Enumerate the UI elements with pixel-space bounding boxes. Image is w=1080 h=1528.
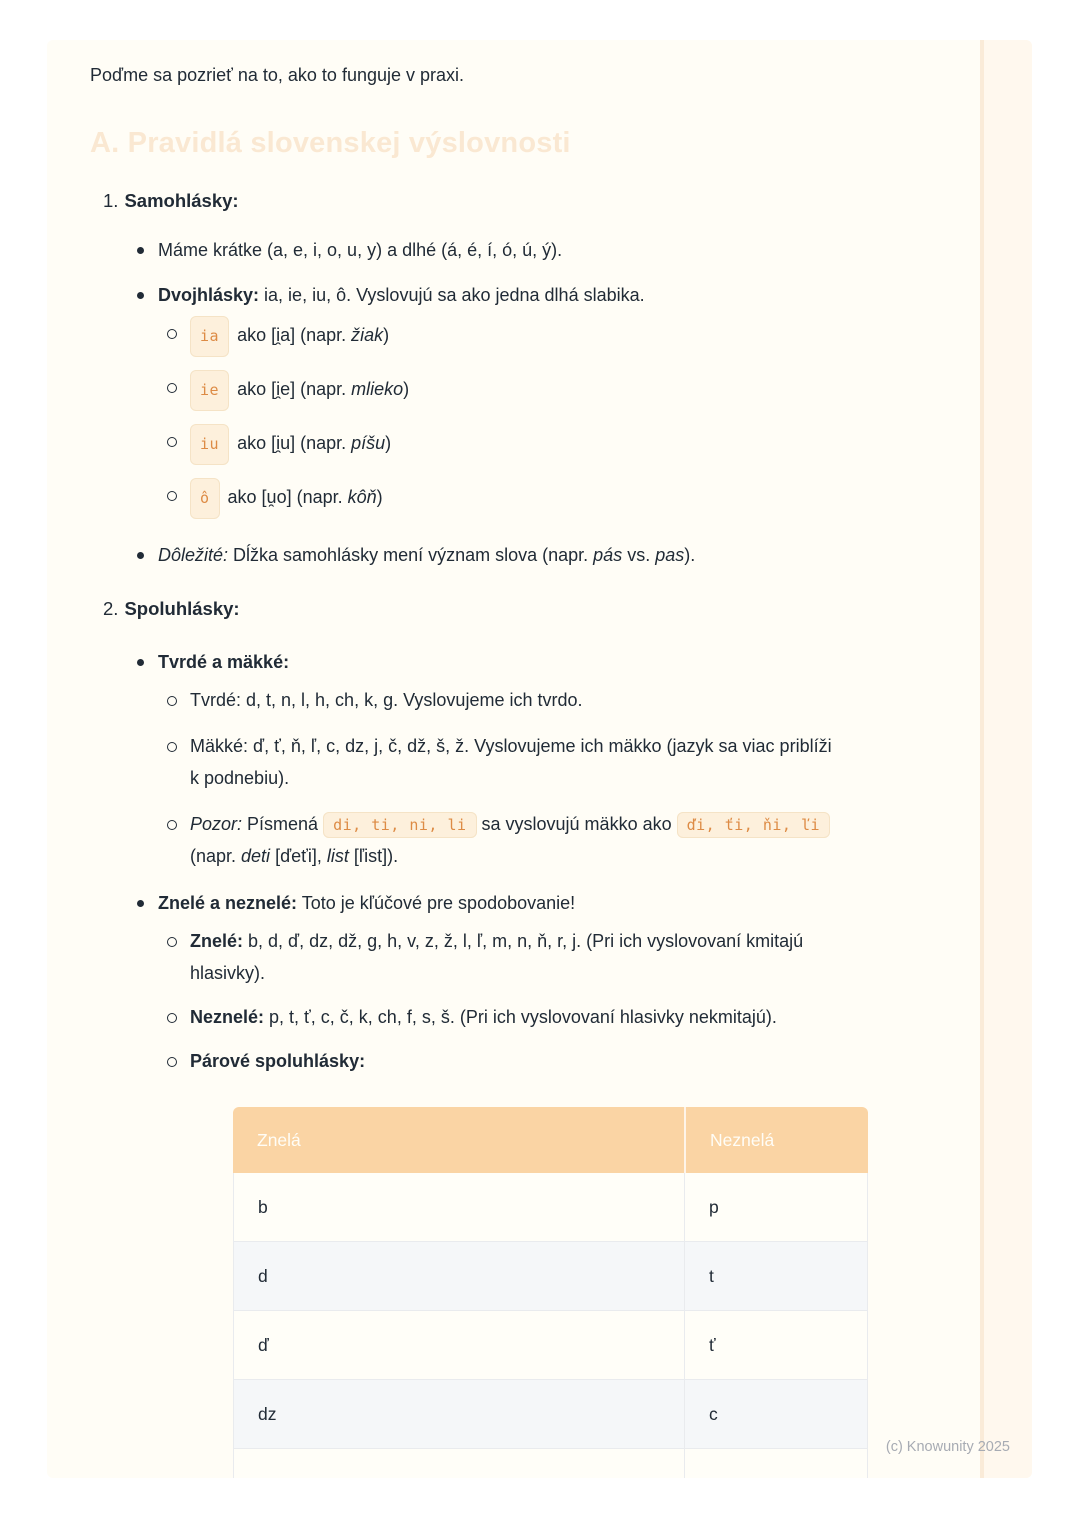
section-number: 2. [103,598,119,619]
table-row [233,1380,868,1449]
table-header-neznela: Neznelá [684,1107,868,1173]
circle-bullet-icon [167,1001,190,1033]
table-cell: d [233,1242,684,1311]
code-chip: iu [190,424,229,465]
circle-bullet-icon [167,684,190,716]
list-item-znele-neznele: Znelé a neznelé: Toto je kľúčové pre spodobovanie! [137,890,1032,916]
table-header-znela: Znelá [233,1107,684,1173]
document-page [47,40,1032,1478]
table-cell: p [684,1173,868,1242]
list-item-makke: Mäkké: ď, ť, ň, ľ, c, dz, j, č, dž, š, ž. Vyslovujeme ich mäkko (jazyk sa viac priblíži k podnebiu). [167,730,1032,794]
list-item-text: Máme krátke (a, e, i, o, u, y) a dlhé (á, é, í, ó, ú, ý). [158,240,563,260]
list-item-text: Dvojhlásky: ia, ie, iu, ô. Vyslovujú sa ako jedna dlhá slabika. [158,285,645,305]
list-item-mame [137,237,1032,263]
circle-bullet-icon [167,424,190,465]
list-item-diphthong-ie: ie ako [i̯e] (napr. mlieko) [167,370,1032,411]
list-item-diphthong-ia: ia ako [i̯a] (napr. žiak) [167,316,1032,357]
table-row [233,1242,868,1311]
list-item-neznele: Neznelé: p, t, ť, c, č, k, ch, f, s, š. (Pri ich vyslovovaní hlasivky nekmitajú). [167,1001,1032,1033]
table-cell [233,1449,684,1478]
table-cell: dz [233,1380,684,1449]
circle-bullet-icon [167,478,190,519]
table-cell: c [684,1380,868,1449]
code-chip: ô [190,478,220,519]
bullet-icon [137,649,158,675]
section-heading-samohlasky [103,188,1032,214]
section-heading-spoluhlasky [103,596,1032,622]
list-item-dvojhlasky [137,282,1032,308]
circle-bullet-icon [167,730,190,794]
table-header-row [233,1107,868,1173]
table-cell: ď [233,1311,684,1380]
circle-bullet-icon [167,808,190,872]
list-item-pozor: Pozor: Písmená di, ti, ni, li sa vyslovujú mäkko ako ďi, ťi, ňi, ľi (napr. deti [ďeťi], list [ľist]). [167,808,1032,872]
code-chip: ie [190,370,229,411]
list-item-tvrde: Tvrdé: d, t, n, l, h, ch, k, g. Vyslovujeme ich tvrdo. [167,684,1032,716]
page-title: A. Pravidlá slovenskej výslovnosti [90,127,571,159]
bullet-icon [137,282,158,308]
circle-bullet-icon [167,370,190,411]
bullet-icon [137,542,158,568]
list-item-parove: Párové spoluhlásky: [167,1045,1032,1077]
circle-bullet-icon [167,1045,190,1077]
section-number: 1. [103,190,119,211]
list-item-diphthong-iu: iu ako [i̯u] (napr. píšu) [167,424,1032,465]
table-cell [684,1449,868,1478]
copyright-footer: (c) Knowunity 2025 [885,1439,1010,1455]
section-label: Spoluhlásky: [124,598,240,619]
section-label: Samohlásky: [124,190,239,211]
bullet-icon [137,890,158,916]
table-row [233,1173,868,1242]
list-item-tvrde-makke: Tvrdé a mäkké: [137,649,1032,675]
list-item-dolezite: Dôležité: Dĺžka samohlásky mení význam slova (napr. pás vs. pas). [137,542,1032,568]
code-chip: ia [190,316,229,357]
table-row-partial [233,1449,868,1478]
table-cell: b [233,1173,684,1242]
intro-paragraph: Poďme sa pozrieť na to, ako to funguje v praxi. [90,65,465,85]
table-row [233,1311,868,1380]
circle-bullet-icon [167,316,190,357]
paired-consonants-table [233,1107,868,1478]
list-item-znele: Znelé: b, d, ď, dz, dž, g, h, v, z, ž, l, ľ, m, n, ň, r, j. (Pri ich vyslovovaní kmitajú hlasivky). [167,925,1032,989]
code-chip: ďi, ťi, ňi, ľi [677,812,830,838]
list-item-diphthong-o: ô ako [u̯o] (napr. kôň) [167,478,1032,519]
table-cell: ť [684,1311,868,1380]
code-chip: di, ti, ni, li [323,812,476,838]
document-content [47,62,1032,1478]
bullet-icon [137,237,158,263]
table-cell: t [684,1242,868,1311]
circle-bullet-icon [167,925,190,989]
